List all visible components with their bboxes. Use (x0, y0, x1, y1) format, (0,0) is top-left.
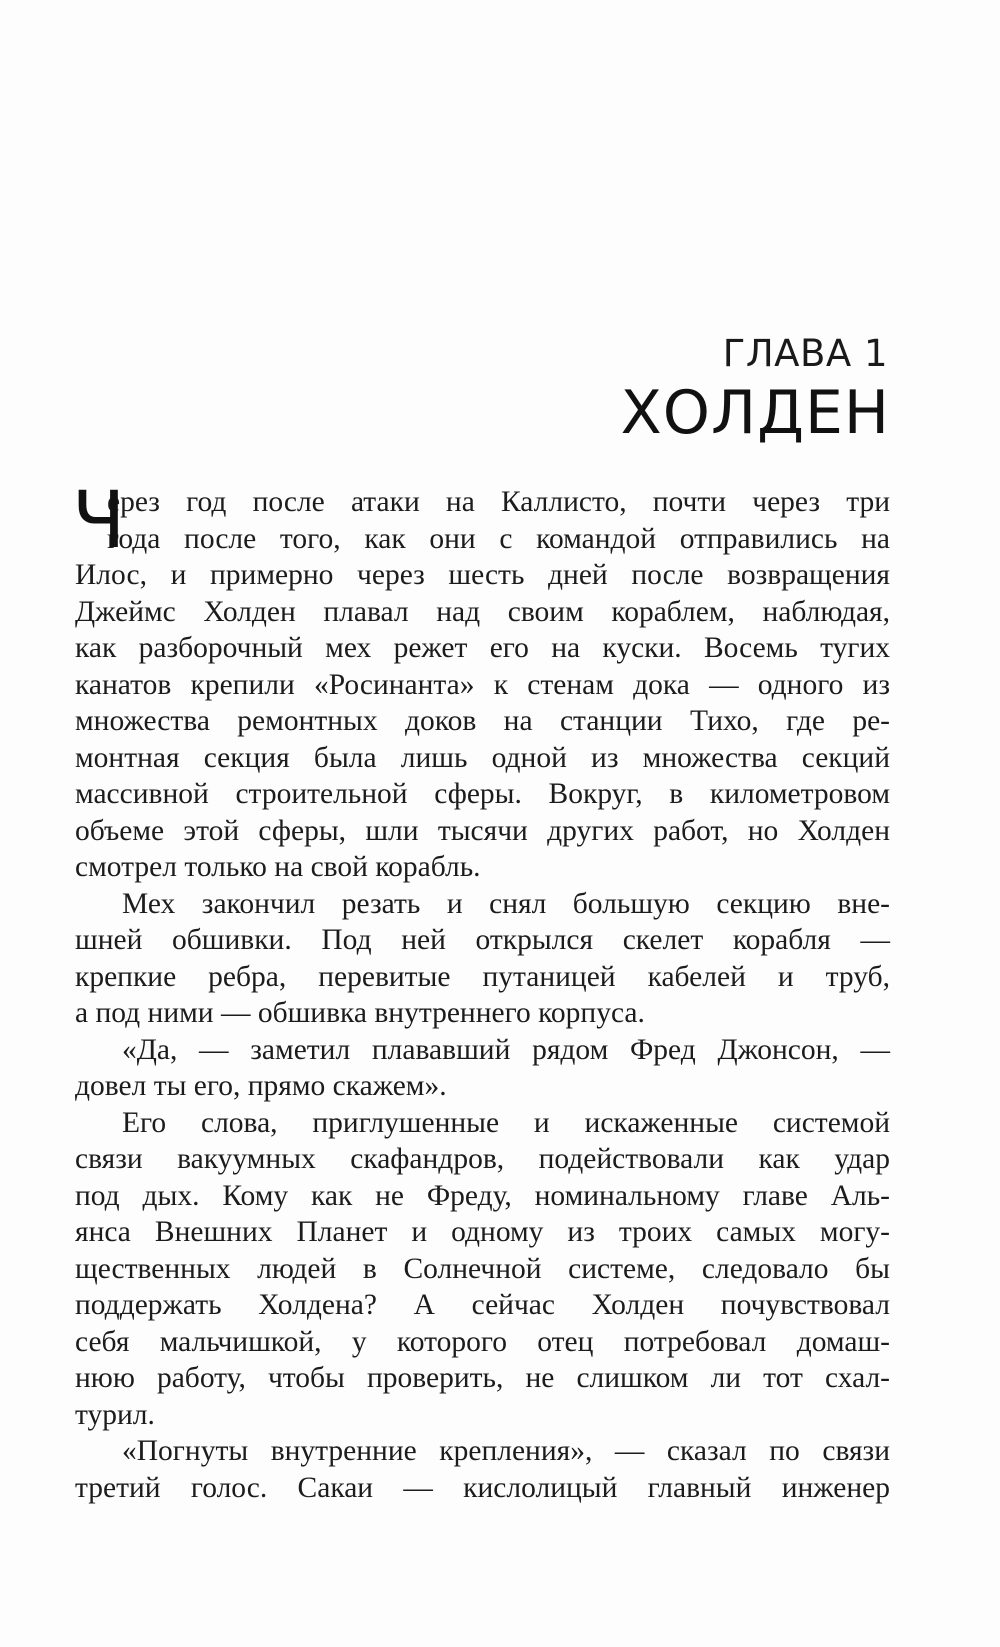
text-line: монтная секция была лишь одной из множества секций (75, 741, 890, 774)
text-line: Его слова, приглушенные и искаженные системой (122, 1106, 890, 1139)
text-line: крепкие ребра, перевитые путаницей кабелей и труб, (75, 960, 890, 993)
text-line: года после того, как они с командой отправились на (107, 522, 890, 555)
text-line: канатов крепили «Росинанта» к стенам дока — одного из (75, 668, 890, 701)
text-line: шней обшивки. Под ней открылся скелет корабля — (75, 924, 890, 956)
text-line: себя мальчишкой, у которого отец потребовал домаш- (75, 1325, 890, 1358)
text-line: массивной строительной сферы. Вокруг, в километровом (75, 778, 890, 810)
text-line: «Да, — заметил плававший рядом Фред Джонсон, — (122, 1033, 890, 1066)
text-line: нюю работу, чтобы проверить, не слишком ли тот схал- (75, 1362, 890, 1394)
text-line: множества ремонтных доков на станции Тихо, где ре- (75, 705, 890, 737)
text-line: янса Внешних Планет и одному из троих самых могу- (75, 1216, 890, 1248)
chapter-title: ХОЛДЕН (620, 378, 890, 448)
text-line: турил. (75, 1398, 155, 1431)
text-line: поддержать Холдена? А сейчас Холден почувствовал (75, 1289, 890, 1321)
text-line: ерез год после атаки на Каллисто, почти через три (107, 486, 890, 518)
chapter-number: ГЛАВА 1 (722, 332, 888, 375)
text-line: как разборочный мех режет его на куски. Восемь тугих (75, 632, 890, 664)
text-line: Илос, и примерно через шесть дней после возвращения (75, 559, 890, 591)
text-line: связи вакуумных скафандров, подействовали как удар (75, 1143, 890, 1175)
text-line: Джеймс Холден плавал над своим кораблем, наблюдая, (75, 595, 890, 628)
text-line: довел ты его, прямо скажем». (75, 1070, 447, 1102)
text-line: объеме этой сферы, шли тысячи других работ, но Холден (75, 814, 890, 847)
text-line: «Погнуты внутренние крепления», — сказал по связи (122, 1435, 890, 1467)
body-text (72, 476, 890, 1506)
text-line: смотрел только на свой корабль. (75, 851, 481, 883)
text-line: Мех закончил резать и снял большую секцию вне- (122, 887, 890, 920)
drop-cap: Ч (72, 476, 126, 566)
text-line: а под ними — обшивка внутреннего корпуса. (75, 997, 645, 1029)
text-line: под дых. Кому как не Фреду, номинальному главе Аль- (75, 1179, 890, 1212)
text-line: щественных людей в Солнечной системе, следовало бы (75, 1252, 890, 1285)
text-line: третий голос. Сакаи — кислолицый главный инженер (75, 1471, 890, 1504)
